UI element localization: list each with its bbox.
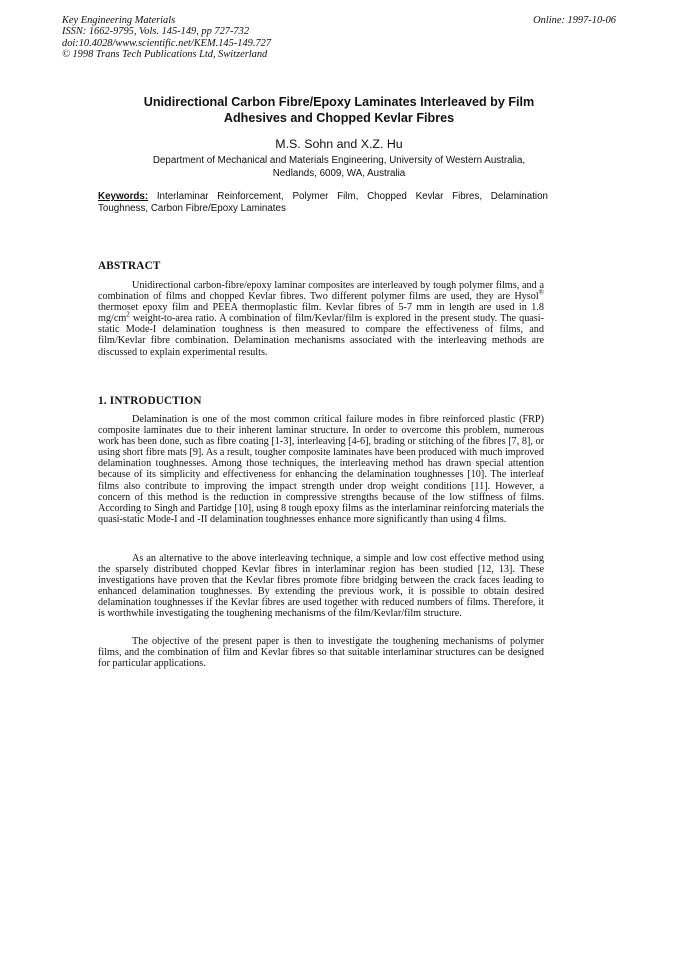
copyright-line: © 1998 Trans Tech Publications Ltd, Switzerland	[62, 48, 268, 60]
area-exponent: 2	[126, 310, 130, 319]
affiliation	[100, 155, 578, 180]
intro-paragraph-2	[98, 553, 544, 620]
abstract-heading: ABSTRACT	[98, 260, 161, 272]
intro-paragraph-1-text: Delamination is one of the most common critical failure modes in fibre reinforced plastic (FRP) composite laminates due to their inherent laminar structure. In order to overcome this problem, numerous work has been done, such as fibre coating [1-3], interleaving [4-6], brading or stitching of the fibres [7, 8], or using short fibre mats [9]. As a result, tougher composite laminates have been produced with much improved delamination toughnesses. Among those techniques, the interleaving method has drawn special attention because of its simplicity and effectiveness for enhancing the delamination toughnesses [10]. The interleaf films also contribute to improving the impact strength under drop weight conditions [11]. However, a concern of this method is the reduction in compressive strengths because of the low stiffness of films. According to Singh and Partidge [10], using 8 tough epoxy films as the interlaminar reinforcing materials the quasi-static Mode-I and -II delamination toughnesses enhance more significantly than using 4 films.	[98, 414, 544, 525]
intro-paragraph-2-text: As an alternative to the above interleaving technique, a simple and low cost effective method using the sparsely distributed chopped Kevlar fibres in interlaminar region has been studied [12, 13]. These investigations have proven that the Kevlar fibres promote fibre bridging between the crack faces leading to enhanced delamination toughnesses. By extending the previous work, it is possible to obtain desired delamination toughnesses if the Kevlar fibres are used together with reduced numbers of films. Therefore, it is worthwhile investigating the toughening mechanisms of the film/Kevlar/film structure.	[98, 553, 544, 620]
publication-header	[62, 15, 422, 60]
keywords-text: Interlaminar Reinforcement, Polymer Film, Chopped Kevlar Fibres, Delamination Toughness, Carbon Fibre/Epoxy Laminates	[98, 191, 548, 214]
abstract-part-1: Unidirectional carbon-fibre/epoxy laminar composites are interleaved by tough polymer films, and a combination of films and chopped Kevlar fibres. Two different polymer films are used, they are Hysol	[98, 280, 544, 303]
keywords	[98, 191, 548, 215]
abstract-part-3: weight-to-area ratio. A combination of film/Kevlar/film is explored in the present study. The quasi-static Mode-I delamination toughness is then measured to compare the effectiveness of films, and film/Kevlar fibre combination. Delamination mechanisms associated with the interleaving methods are discussed to explain experimental results.	[98, 313, 544, 358]
registered-mark: ®	[538, 288, 544, 297]
intro-paragraph-1	[98, 414, 544, 525]
authors: M.S. Sohn and X.Z. Hu	[275, 137, 403, 151]
doi-line: doi:10.4028/www.scientific.net/KEM.145-149.727	[62, 37, 272, 49]
journal-name: Key Engineering Materials	[62, 15, 176, 26]
title-line-1: Unidirectional Carbon Fibre/Epoxy Laminates Interleaved by Film	[143, 95, 535, 109]
intro-paragraph-3	[98, 636, 544, 669]
affiliation-line-1: Department of Mechanical and Materials Engineering, University of Western Australia,	[152, 155, 526, 166]
title-line-2: Adhesives and Chopped Kevlar Fibres	[223, 110, 455, 125]
abstract-part-2: thermoset epoxy film and PEEA thermoplastic film. Kevlar fibres of 5-7 mm in length are used in 1.8 mg/cm	[98, 302, 544, 325]
intro-paragraph-3-text: The objective of the present paper is then to investigate the toughening mechanisms of polymer films, and the combination of film and Kevlar fibres so that suitable interlaminar structures can be designed for particular applications.	[98, 636, 544, 670]
paper-title	[62, 95, 616, 126]
abstract-paragraph	[98, 280, 544, 358]
introduction-heading: 1. INTRODUCTION	[98, 395, 202, 407]
issn-line: ISSN: 1662-9795, Vols. 145-149, pp 727-732	[62, 26, 250, 38]
online-date: Online: 1997-10-06	[533, 15, 616, 26]
affiliation-line-2: Nedlands, 6009, WA, Australia	[272, 167, 406, 179]
keywords-label: Keywords:	[98, 191, 149, 202]
